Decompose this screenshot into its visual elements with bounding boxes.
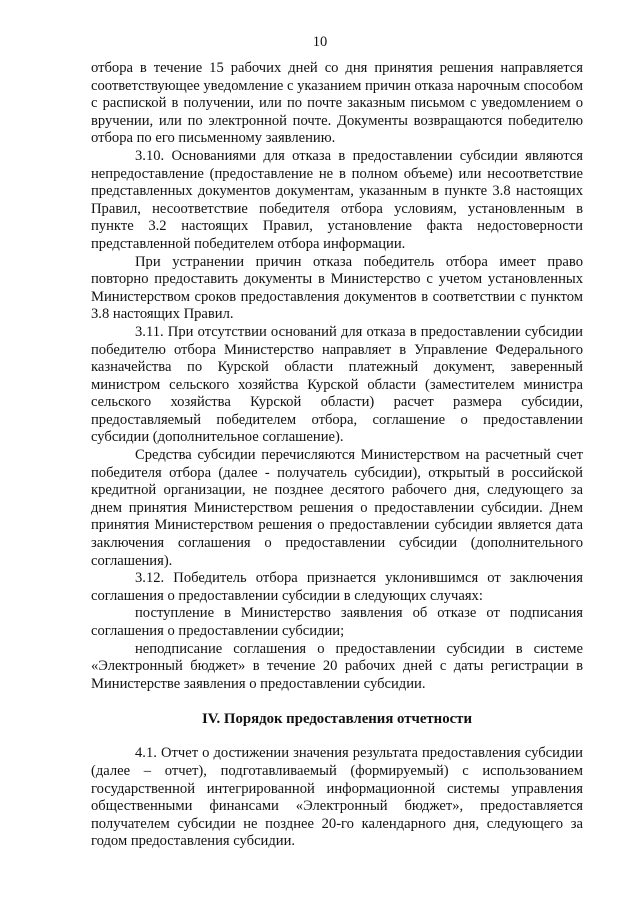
paragraph-4-1: 4.1. Отчет о достижении значения результата предоставления субсидии (далее – отчет), подготавливаемый (формируемый) с использованием государственной интегрированной информационной системы управления общественными финансами «Электронный бюджет», предоставляется получателем субсидии не позднее 20-го календарного дня, следующего за годом предоставления субсидии. (91, 745, 583, 850)
paragraph-3-11: 3.11. При отсутствии оснований для отказа в предоставлении субсидии победителю отбора Министерство направляет в Управление Федерального казначейства по Курской области платежный документ, заверенный министром сельского хозяйства Курской области (заместителем министра сельского хозяйства Курской области) расчет размера субсидии, предоставляемый победителем отбора, соглашение о предоставлении субсидии (дополнительное соглашение). (91, 323, 583, 446)
paragraph-case-refusal-statement: поступление в Министерство заявления об отказе от подписания соглашения о предоставлении субсидии; (91, 605, 583, 639)
paragraph-3-10: 3.10. Основаниями для отказа в предоставлении субсидии являются непредоставление (предоставление не в полном объеме) или несоответствие представленных документов документам, указанным в пункте 3.8 настоящих Правил, несоответствие победителя отбора условиям, установленным в пункте 3.2 настоящих Правил, установление факта недостоверности представленной победителем отбора информации. (91, 147, 583, 252)
paragraph-3-12: 3.12. Победитель отбора признается уклонившимся от заключения соглашения о предоставлении субсидии в следующих случаях: (91, 570, 583, 604)
section-heading: IV. Порядок предоставления отчетности (202, 711, 472, 728)
page-number: 10 (312, 34, 328, 50)
paragraph-continuation: отбора в течение 15 рабочих дней со дня принятия решения направляется соответствующее уведомление с указанием причин отказа нарочным способом с распиской в получении, или по почте заказным письмом с уведомлением о вручении, или по электронной почте. Документы возвращаются победителю отбора по его письменному заявлению. (91, 60, 583, 147)
paragraph-funds-transfer: Средства субсидии перечисляются Министерством на расчетный счет победителя отбора (далее - получатель субсидии), открытый в российской кредитной организации, не позднее десятого рабочего дня, следующего за днем принятия Министерством решения о предоставлении субсидии. Днем принятия Министерством решения о предоставлении субсидии является дата заключения соглашения о предоставлении субсидии (дополнительного соглашения). (91, 447, 583, 569)
document-body (91, 60, 583, 851)
paragraph-refusal-resubmission: При устранении причин отказа победитель отбора имеет право повторно предоставить документы в Министерство с учетом установленных Министерством сроков предоставления документов в соответствии с пунктом 3.8 настоящих Правил. (91, 253, 583, 323)
paragraph-case-not-signed: неподписание соглашения о предоставлении субсидии в системе «Электронный бюджет» в течение 20 рабочих дней с даты регистрации в Министерстве заявления о предоставлении субсидии. (91, 640, 583, 692)
